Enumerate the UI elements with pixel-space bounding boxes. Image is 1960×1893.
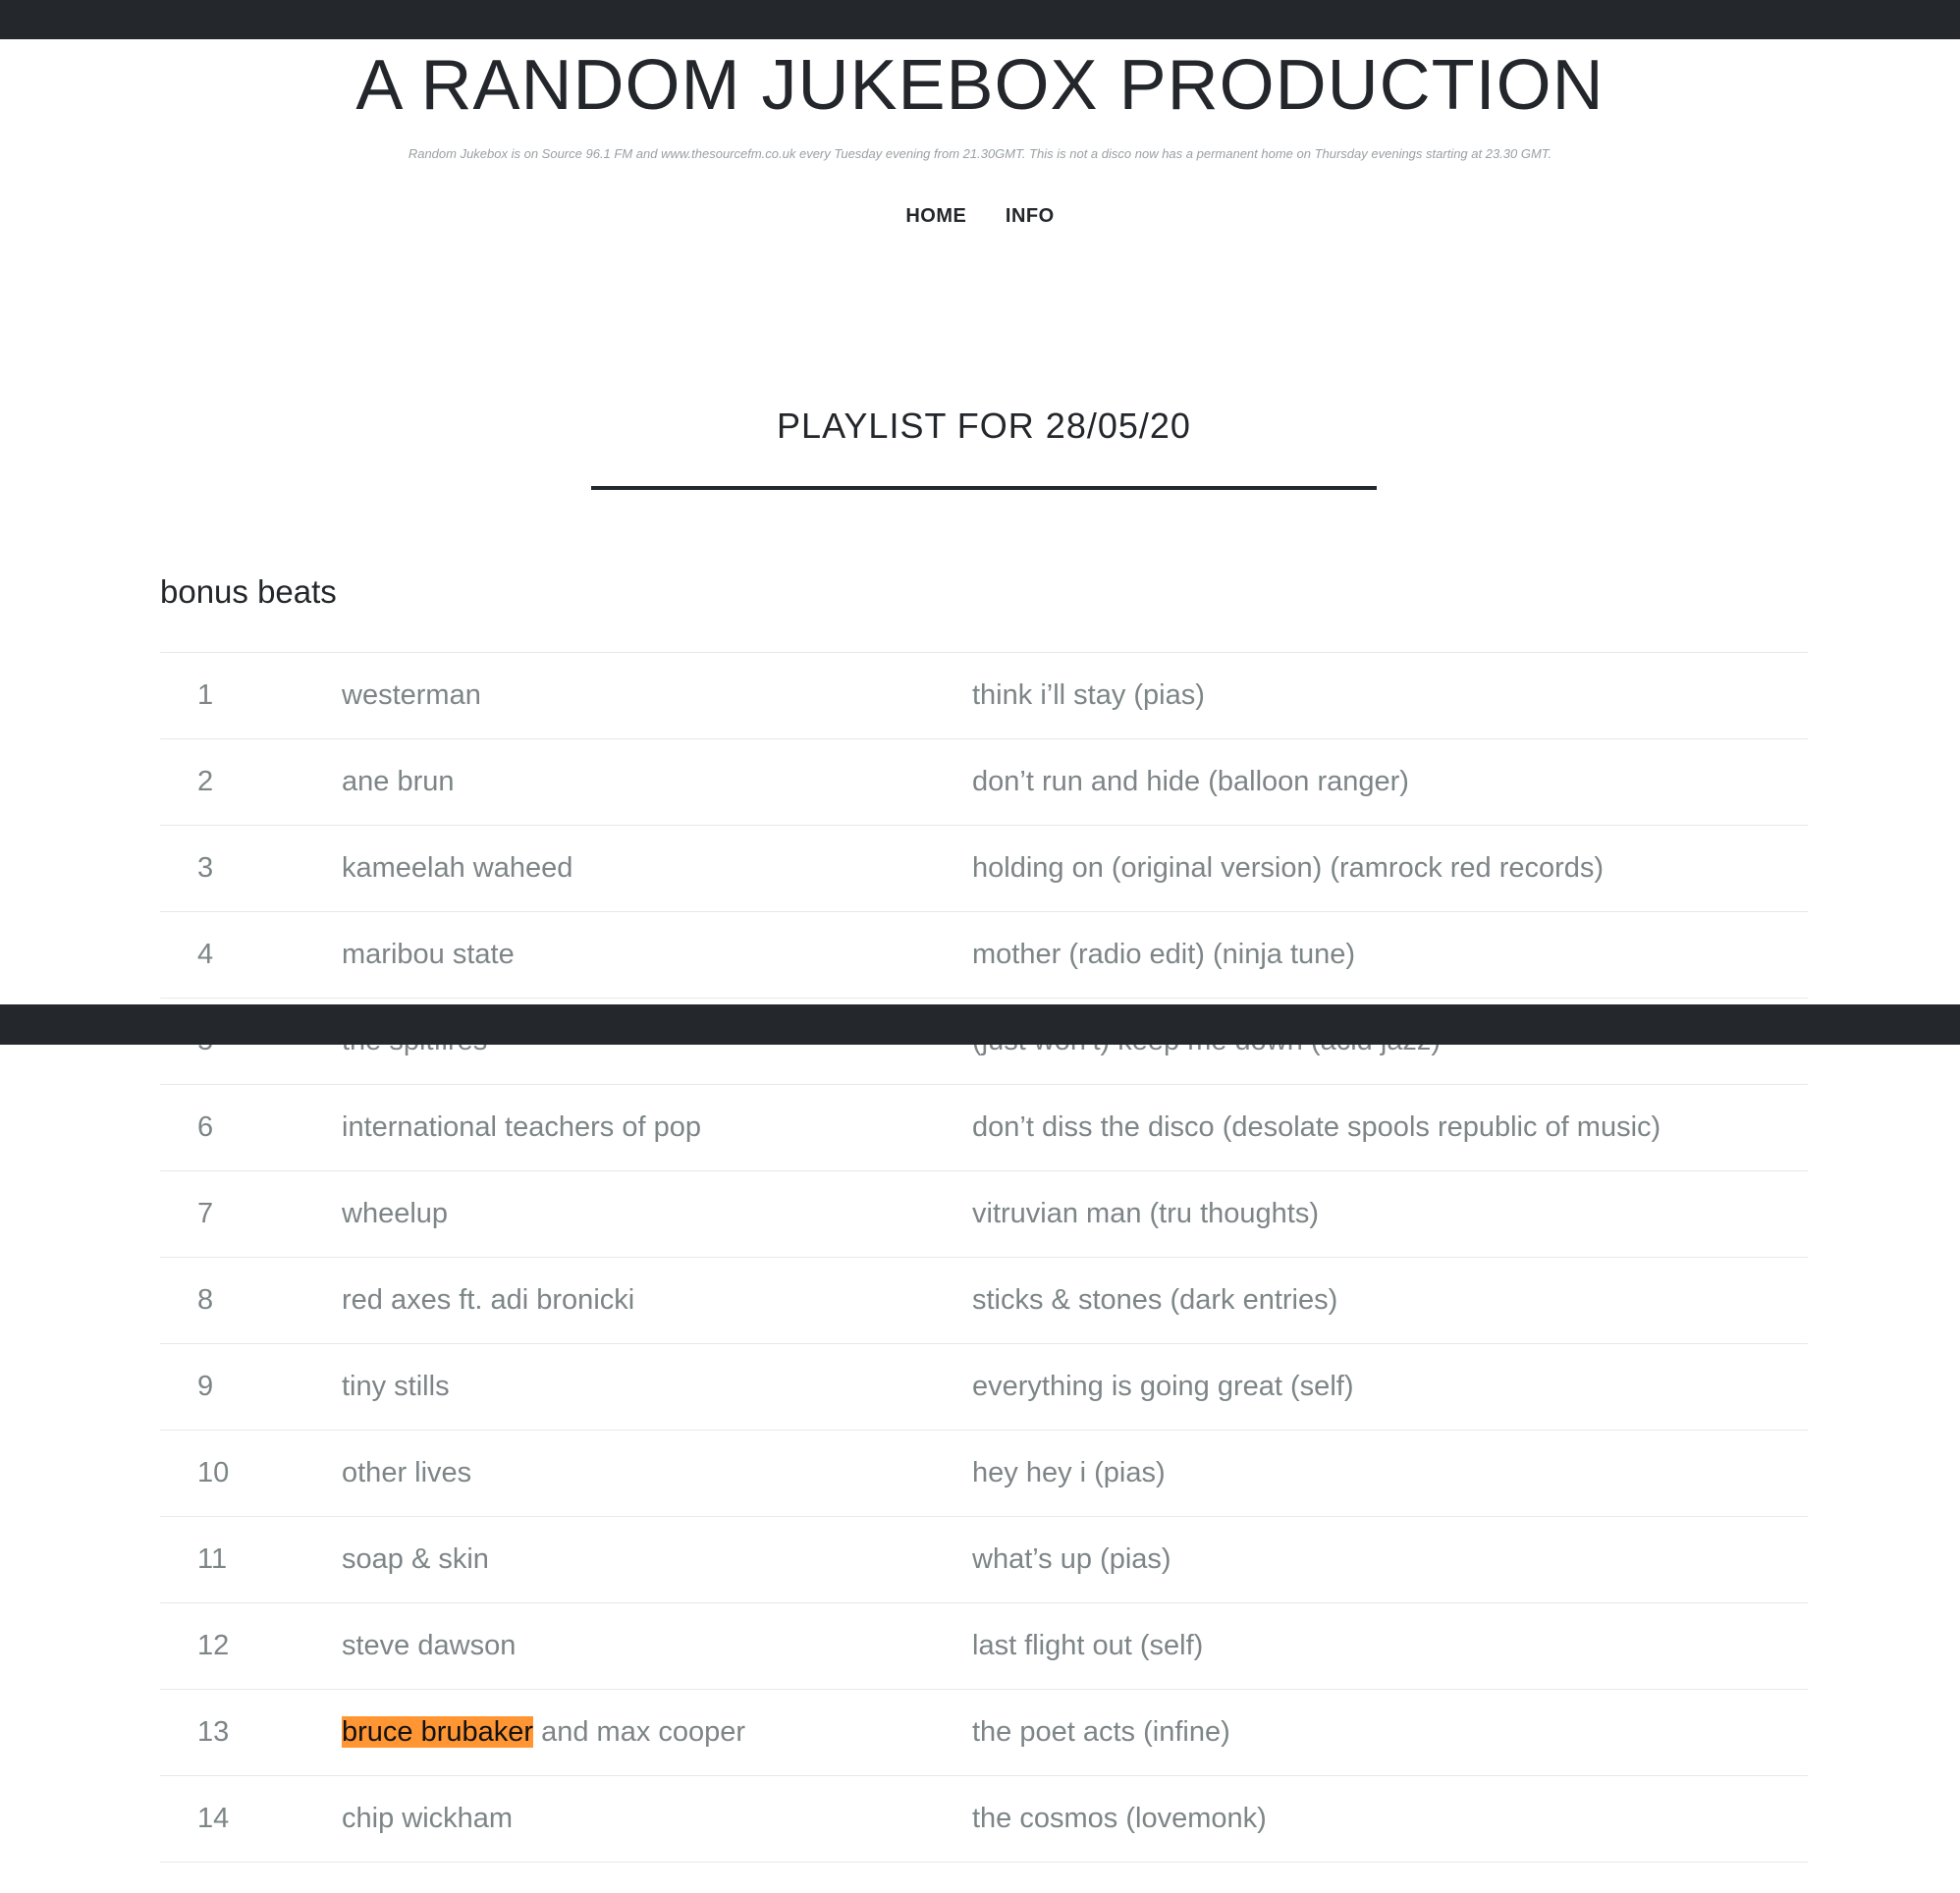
track-number: 11 <box>197 1543 228 1575</box>
title-divider <box>591 486 1377 490</box>
playlist-table <box>160 652 1808 1863</box>
track-title: what’s up (pias) <box>972 1543 1171 1575</box>
table-row <box>160 825 1808 911</box>
post-title: PLAYLIST FOR 28/05/20 <box>777 406 1191 446</box>
track-number: 7 <box>197 1198 214 1229</box>
track-title: holding on (original version) (ramrock red records) <box>972 852 1605 884</box>
table-row <box>160 1602 1808 1689</box>
table-row <box>160 1516 1808 1602</box>
artist-name: chip wickham <box>342 1803 514 1834</box>
overlay-bar <box>0 1004 1960 1045</box>
section-heading: bonus beats <box>160 573 337 610</box>
artist-name: steve dawson <box>342 1630 517 1661</box>
artist-name: red axes ft. adi bronicki <box>342 1284 635 1316</box>
track-number: 13 <box>197 1716 230 1748</box>
track-number: 12 <box>197 1630 230 1661</box>
site-tagline: Random Jukebox is on Source 96.1 FM and www.thesourcefm.co.uk every Tuesday evening from 21.30GMT. This is not a disco now has a permanent home on Thursday evenings starting at 23.30 GMT. <box>408 146 1552 161</box>
track-number: 2 <box>197 766 214 797</box>
artist-name: ane brun <box>342 766 455 797</box>
track-title: hey hey i (pias) <box>972 1457 1166 1488</box>
search-highlight: bruce brubaker <box>342 1716 534 1748</box>
table-row <box>160 652 1808 738</box>
table-row <box>160 1084 1808 1170</box>
artist-name: tiny stills <box>342 1371 450 1402</box>
track-title: the cosmos (lovemonk) <box>972 1803 1267 1834</box>
track-number: 4 <box>197 939 214 970</box>
artist-name: international teachers of pop <box>342 1111 701 1143</box>
site-title[interactable]: A RANDOM JUKEBOX PRODUCTION <box>355 46 1605 125</box>
track-title: last flight out (self) <box>972 1630 1204 1661</box>
track-number: 10 <box>197 1457 230 1488</box>
track-number: 3 <box>197 852 214 884</box>
artist-name-rest: and max cooper <box>533 1716 746 1748</box>
track-title: vitruvian man (tru thoughts) <box>972 1198 1319 1229</box>
track-number: 6 <box>197 1111 214 1143</box>
nav-info-link[interactable]: INFO <box>1005 205 1055 227</box>
artist-name: kameelah waheed <box>342 852 573 884</box>
track-number: 9 <box>197 1371 214 1402</box>
table-row <box>160 738 1808 825</box>
track-number: 1 <box>197 679 214 711</box>
main-nav <box>0 202 1960 230</box>
track-title: don’t run and hide (balloon ranger) <box>972 766 1409 797</box>
track-title: the poet acts (infine) <box>972 1716 1230 1748</box>
artist-name: maribou state <box>342 939 515 970</box>
artist-name <box>342 1690 745 1775</box>
track-title: mother (radio edit) (ninja tune) <box>972 939 1356 970</box>
artist-name: soap & skin <box>342 1543 489 1575</box>
track-number: 14 <box>197 1803 230 1834</box>
track-title: don’t diss the disco (desolate spools republic of music) <box>972 1111 1661 1143</box>
table-row <box>160 1170 1808 1257</box>
table-row <box>160 1775 1808 1863</box>
top-bar <box>0 0 1960 39</box>
track-title: sticks & stones (dark entries) <box>972 1284 1338 1316</box>
track-number: 8 <box>197 1284 214 1316</box>
table-row <box>160 911 1808 998</box>
track-title: everything is going great (self) <box>972 1371 1354 1402</box>
artist-name: wheelup <box>342 1198 449 1229</box>
track-title: think i’ll stay (pias) <box>972 679 1205 711</box>
table-row <box>160 1430 1808 1516</box>
artist-name: other lives <box>342 1457 472 1488</box>
table-row <box>160 1343 1808 1430</box>
table-row <box>160 1257 1808 1343</box>
artist-name: westerman <box>342 679 481 711</box>
table-row <box>160 1689 1808 1775</box>
nav-home-link[interactable]: HOME <box>905 205 967 227</box>
